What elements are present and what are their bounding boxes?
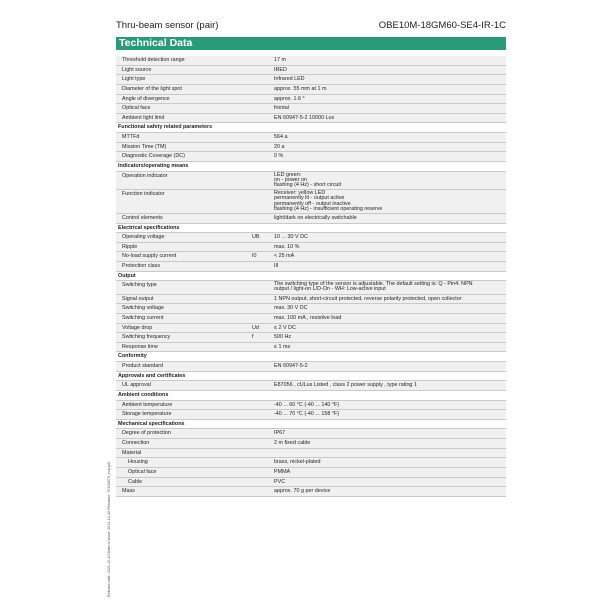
spec-symbol: I0	[252, 253, 257, 260]
spec-value-line: The switching type of the sensor is adjustable. The default setting is: Q - Pin4: NPN	[274, 281, 473, 288]
group-header	[116, 352, 506, 362]
spec-symbol	[252, 410, 272, 419]
spec-label: MTTFd	[122, 134, 140, 140]
spec-row	[116, 252, 506, 262]
spec-symbol	[252, 314, 272, 323]
spec-row	[116, 401, 506, 411]
spec-value	[272, 295, 506, 304]
spec-value-line: PVC	[274, 478, 286, 485]
group-header	[116, 123, 506, 133]
group-header	[116, 372, 506, 382]
group-header-label: Output	[118, 272, 136, 279]
spec-value-line: EN 60947-5-2	[274, 363, 308, 370]
spec-value-line: permanently lit - output active	[274, 195, 345, 202]
spec-symbol: Ud	[252, 324, 259, 331]
spec-value-line: approx. 55 mm at 1 m	[274, 85, 327, 92]
spec-value	[272, 214, 506, 223]
spec-symbol	[252, 66, 272, 75]
spec-value-line: EN 60947-5-2 10000 Lux	[274, 114, 335, 121]
spec-value	[272, 56, 506, 65]
spec-value-line: max. 10 %	[274, 243, 300, 250]
spec-label: Mission Time (TM)	[122, 143, 167, 150]
spec-symbol	[252, 381, 272, 390]
spec-symbol	[252, 401, 272, 410]
spec-label: Switching voltage	[122, 305, 164, 312]
spec-value	[272, 468, 506, 477]
spec-value-line: 20 a	[274, 143, 285, 150]
spec-row	[116, 214, 506, 224]
spec-value-line: approx. 1.6 °	[274, 95, 305, 102]
spec-label: Ambient light limit	[122, 114, 165, 121]
spec-row	[116, 429, 506, 439]
part-number: OBE10M-18GM60-SE4-IR-1C	[378, 20, 506, 31]
spec-label: Control elements	[122, 214, 163, 221]
spec-row	[116, 190, 506, 214]
spec-value	[272, 324, 506, 333]
spec-label: Optical face	[122, 105, 151, 112]
spec-symbol	[252, 304, 272, 313]
spec-value-line: LED green:	[274, 171, 302, 178]
spec-value-line: Infrared LED	[274, 76, 305, 83]
spec-row	[116, 362, 506, 372]
spec-label: Diameter of the light spot	[122, 85, 182, 92]
group-header	[116, 272, 506, 282]
spec-value	[272, 439, 506, 448]
spec-symbol	[252, 56, 272, 65]
spec-value-line: IRED	[274, 66, 287, 73]
spec-label: Degree of protection	[122, 430, 171, 437]
spec-value-line: output / light-on L/D-On - WH: Low-active input	[274, 286, 386, 293]
spec-value-line: flashing (4 Hz) - insufficient operating reserve	[274, 205, 383, 212]
spec-symbol	[252, 95, 272, 104]
group-header	[116, 420, 506, 430]
spec-value	[272, 381, 506, 390]
group-header-label: Electrical specifications	[118, 224, 180, 231]
spec-value	[272, 252, 506, 261]
spec-symbol	[252, 429, 272, 438]
spec-row	[116, 56, 506, 66]
spec-value-line: 1 NPN output, short-circuit protected, reverse polarity protected, open collector	[274, 295, 462, 302]
spec-label: Switching frequency	[122, 334, 171, 341]
spec-value-line: III	[274, 263, 279, 270]
spec-row	[116, 133, 506, 143]
spec-row	[116, 324, 506, 334]
spec-label: No-load supply current	[122, 253, 177, 260]
spec-label: Mass	[122, 488, 135, 495]
spec-value-line: ≤ 2 V DC	[274, 324, 296, 331]
spec-value	[272, 333, 506, 342]
spec-row	[116, 343, 506, 353]
spec-label: Angle of divergence	[122, 95, 170, 102]
spec-symbol	[252, 439, 272, 448]
spec-symbol: f	[252, 334, 254, 341]
spec-symbol	[252, 214, 272, 223]
spec-value-line: brass, nickel-plated	[274, 459, 321, 466]
spec-value-line: IP67	[274, 430, 286, 437]
spec-row	[116, 281, 506, 294]
spec-row	[116, 143, 506, 153]
spec-value	[272, 190, 506, 212]
spec-value	[272, 262, 506, 271]
spec-label: Protection class	[122, 263, 161, 270]
spec-label: Connection	[122, 440, 150, 447]
group-header-label: Indicators/operating means	[118, 162, 189, 169]
spec-symbol	[252, 478, 272, 487]
spec-label: Product standard	[122, 363, 164, 370]
spec-value	[272, 304, 506, 313]
spec-value-line: flashing (4 Hz) - short circuit	[274, 181, 342, 188]
release-info: Release date: 2021-12-16 Date of issue: 2021-12-16 Filename: 70134879_eng.pdf	[107, 461, 111, 597]
spec-row	[116, 304, 506, 314]
spec-value-line: 564 a	[274, 134, 288, 140]
spec-value-line: Receiver: yellow LED	[274, 190, 326, 197]
spec-row	[116, 172, 506, 191]
spec-table	[116, 56, 506, 497]
spec-value	[272, 66, 506, 75]
spec-label: Cable	[128, 478, 143, 485]
spec-label: Switching type	[122, 282, 157, 289]
spec-symbol	[252, 449, 272, 458]
spec-symbol	[252, 75, 272, 84]
spec-value	[272, 233, 506, 242]
spec-symbol	[252, 362, 272, 371]
spec-row	[116, 85, 506, 95]
spec-row	[116, 410, 506, 420]
spec-row	[116, 487, 506, 497]
group-header-label: Conformity	[118, 353, 147, 360]
spec-value-line: max. 30 V DC	[274, 305, 308, 312]
spec-value	[272, 429, 506, 438]
spec-row	[116, 95, 506, 105]
spec-subrow	[116, 468, 506, 478]
spec-value-line: permanently off - output inactive	[274, 200, 351, 207]
group-header-label: Functional safety related parameters	[118, 124, 213, 131]
spec-value	[272, 314, 506, 323]
document-type: Thru-beam sensor (pair)	[116, 20, 219, 31]
spec-row	[116, 381, 506, 391]
group-header-label: Approvals and certificates	[118, 372, 186, 379]
spec-label: Response time	[122, 343, 158, 350]
spec-symbol	[252, 133, 272, 142]
spec-subrow	[116, 478, 506, 488]
spec-label: Optical face	[128, 468, 157, 475]
spec-label: Diagnostic Coverage (DC)	[122, 153, 185, 160]
spec-label: UL approval	[122, 382, 151, 389]
spec-label: Storage temperature	[122, 411, 172, 418]
spec-row	[116, 439, 506, 449]
spec-label: Voltage drop	[122, 324, 153, 331]
spec-symbol	[252, 468, 272, 477]
spec-value-line: ≤ 1 ms	[274, 343, 291, 350]
spec-value	[272, 410, 506, 419]
spec-value	[272, 114, 506, 123]
spec-value-line: 17 m	[274, 57, 286, 63]
spec-value-line: 10 ... 30 V DC	[274, 234, 308, 241]
spec-value-line: on - power on	[274, 176, 307, 183]
spec-value	[272, 478, 506, 487]
spec-value-line: < 25 mA	[274, 253, 295, 260]
spec-label: Housing	[128, 459, 148, 466]
spec-label: Function indicator	[122, 191, 165, 198]
spec-row	[116, 233, 506, 243]
spec-value	[272, 152, 506, 161]
spec-label: Operation indicator	[122, 172, 168, 179]
spec-label: Switching current	[122, 314, 164, 321]
section-header	[116, 37, 506, 50]
spec-symbol	[252, 143, 272, 152]
spec-value	[272, 401, 506, 410]
spec-value-line: 2 m fixed cable	[274, 440, 311, 447]
spec-value	[272, 172, 506, 189]
group-header-label: Mechanical specifications	[118, 420, 185, 427]
spec-value-line: max. 100 mA , resistive load	[274, 314, 342, 321]
spec-row	[116, 114, 506, 124]
spec-value	[272, 458, 506, 467]
spec-value-line: light/dark on electrically switchable	[274, 214, 357, 221]
spec-symbol	[252, 487, 272, 496]
spec-value-line: PMMA	[274, 468, 291, 475]
group-header	[116, 162, 506, 172]
spec-value	[272, 133, 506, 142]
group-header-label: Ambient conditions	[118, 391, 169, 398]
spec-value	[272, 449, 506, 458]
spec-value-line: frontal	[274, 105, 289, 112]
spec-value-line: 0 %	[274, 153, 284, 160]
spec-row	[116, 262, 506, 272]
spec-symbol	[252, 343, 272, 352]
spec-row	[116, 333, 506, 343]
spec-label: Signal output	[122, 295, 154, 302]
spec-row	[116, 314, 506, 324]
spec-symbol	[252, 243, 272, 252]
spec-value	[272, 143, 506, 152]
group-header	[116, 224, 506, 234]
spec-label: Operating voltage	[122, 234, 165, 241]
spec-value-line: 500 Hz	[274, 334, 292, 341]
page-header	[116, 20, 506, 34]
spec-symbol	[252, 295, 272, 304]
spec-value	[272, 362, 506, 371]
spec-symbol	[252, 152, 272, 161]
spec-value-line: E87056 , cULus Listed , class 2 power supply , type rating 1	[274, 382, 417, 389]
spec-label: Threshold detection range	[122, 57, 185, 63]
spec-subrow	[116, 458, 506, 468]
spec-symbol	[252, 85, 272, 94]
spec-value	[272, 85, 506, 94]
spec-symbol	[252, 458, 272, 467]
section-title: Technical Data	[119, 37, 193, 49]
spec-symbol	[252, 262, 272, 271]
spec-row	[116, 295, 506, 305]
spec-value	[272, 243, 506, 252]
spec-row	[116, 152, 506, 162]
spec-symbol	[252, 104, 272, 113]
spec-row	[116, 104, 506, 114]
spec-value-line: approx. 70 g per device	[274, 488, 331, 495]
spec-value	[272, 343, 506, 352]
spec-value-line: -40 ... 60 °C (-40 ... 140 °F)	[274, 401, 340, 408]
spec-symbol	[252, 114, 272, 123]
spec-value	[272, 487, 506, 496]
spec-value	[272, 281, 506, 292]
spec-symbol: UB	[252, 234, 260, 241]
spec-row	[116, 75, 506, 85]
spec-row	[116, 243, 506, 253]
spec-row	[116, 66, 506, 76]
spec-value	[272, 95, 506, 104]
spec-label: Ambient temperature	[122, 401, 173, 408]
spec-label: Material	[122, 449, 142, 456]
spec-value	[272, 75, 506, 84]
spec-value-line: -40 ... 70 °C (-40 ... 158 °F)	[274, 411, 340, 418]
spec-value	[272, 104, 506, 113]
spec-row	[116, 449, 506, 459]
spec-label: Light type	[122, 76, 146, 83]
group-header	[116, 391, 506, 401]
spec-label: Light source	[122, 66, 152, 73]
spec-label: Ripple	[122, 243, 138, 250]
